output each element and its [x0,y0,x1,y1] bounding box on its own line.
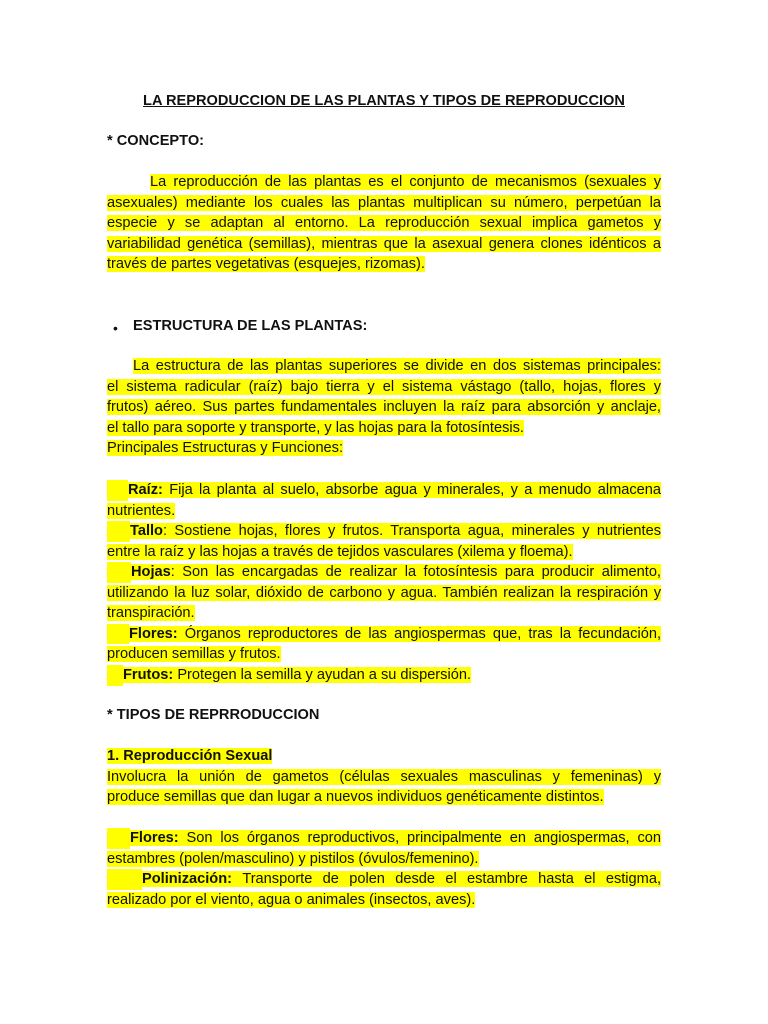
item-tallo-term: Tallo [130,523,163,539]
item-hojas [107,562,661,583]
concepto-line [107,254,661,275]
item-hojas-text: : Son las encargadas de realizar la fotosíntesis para producir alimento, [170,564,661,580]
document-title: LA REPRODUCCION DE LAS PLANTAS Y TIPOS DE REPRODUCCION [143,93,625,109]
sexual-line-text: Involucra la unión de gametos (células sexuales masculinas y femeninas) y [107,768,661,785]
sexual-polinizacion-term: Polinización: [142,871,232,888]
estructura-line [107,377,661,398]
estructura-line-text: frutos) aéreo. Sus partes fundamentales incluyen la raíz para absorción y anclaje, [107,399,661,416]
sexual-line [107,767,661,788]
estructura-line [107,418,661,439]
sexual-line-text: produce semillas que dan lugar a nuevos individuos genéticamente distintos. [107,789,604,806]
concepto-heading: * CONCEPTO: [107,133,205,149]
sexual-polinizacion [107,869,661,890]
item-hojas-text3: transpiración. [107,605,195,622]
sexual-flores-text2: estambres (polen/masculino) y pistilos (óvulos/femenino). [107,850,479,867]
concepto-line-text: variabilidad genética (semillas), mientras que la asexual genera clones idénticos a [107,235,661,252]
item-flores [107,624,661,645]
item-tallo [107,521,661,542]
item-flores-cont [107,644,661,665]
item-frutos [107,665,661,686]
item-hojas-text2: utilizando la luz solar, dióxido de carbono y agua. También realizan la respiración y [107,584,661,601]
estructura-subheading [107,438,661,459]
sexual-flores [107,828,661,849]
item-frutos-term: Frutos: [123,667,174,683]
item-hojas-term: Hojas [131,564,171,580]
item-flores-text: Órganos reproductores de las angiospermas que, tras la fecundación, [184,625,661,642]
item-flores-text2: producen semillas y frutos. [107,646,281,663]
sexual-polinizacion-text: Transporte de polen desde el estambre hasta el estigma, [242,871,661,888]
concepto-line-text: través de partes vegetativas (esquejes, rizomas). [107,256,425,273]
concepto-line-text: La reproducción de las plantas es el conjunto de mecanismos (sexuales y [150,174,661,190]
concepto-line [107,234,661,255]
sexual-heading-text: 1. Reproducción Sexual [107,748,273,764]
concepto-line [107,193,661,214]
estructura-line-text: el sistema radicular (raíz) bajo tierra y el sistema vástago (tallo, hojas, flores y [107,378,661,395]
sexual-heading [107,746,661,767]
item-flores-term: Flores: [129,625,178,642]
estructura-line [107,356,661,377]
tipos-heading: * TIPOS DE REPRRODUCCION [107,707,320,723]
sexual-flores-cont [107,849,661,870]
concepto-line [107,213,661,234]
estructura-line [107,397,661,418]
concepto-line-text: especie y se adaptan al entorno. La reproducción sexual implica gametos y [107,215,661,232]
sexual-line [107,787,661,808]
estructura-line-text: La estructura de las plantas superiores se divide en dos sistemas principales: [133,358,661,374]
item-hojas-cont [107,583,661,604]
sexual-polinizacion-cont [107,890,661,911]
concepto-line-text: asexuales) mediante los cuales las plantas multiplican su número, perpetúan la [107,194,661,211]
item-raiz-cont [107,501,661,522]
item-tallo-text: : Sostiene hojas, flores y frutos. Transporta agua, minerales y nutrientes [162,523,661,539]
estructura-heading: ESTRUCTURA DE LAS PLANTAS: [133,318,368,334]
item-raiz-text2: nutrientes. [107,502,176,519]
item-tallo-cont [107,542,661,563]
concepto-line [107,172,661,193]
item-raiz-term: Raíz: [128,482,163,498]
sexual-flores-text: Son los órganos reproductivos, principalmente en angiospermas, con [186,830,662,846]
item-raiz-text: Fija la planta al suelo, absorbe agua y minerales, y a menudo almacena [169,482,661,498]
item-frutos-text: Protegen la semilla y ayudan a su dispersión. [177,667,471,683]
sexual-polinizacion-text2: realizado por el viento, agua o animales (insectos, aves). [107,891,476,908]
bullet-icon: • [113,320,118,336]
item-hojas-cont2 [107,603,661,624]
item-raiz [107,480,661,501]
item-tallo-text2: entre la raíz y las hojas a través de tejidos vasculares (xilema y floema). [107,543,573,560]
estructura-line-text: el tallo para soporte y transporte, y las hojas para la fotosíntesis. [107,419,524,436]
sexual-flores-term: Flores: [130,830,179,846]
estructura-subheading-text: Principales Estructuras y Funciones: [107,440,344,457]
